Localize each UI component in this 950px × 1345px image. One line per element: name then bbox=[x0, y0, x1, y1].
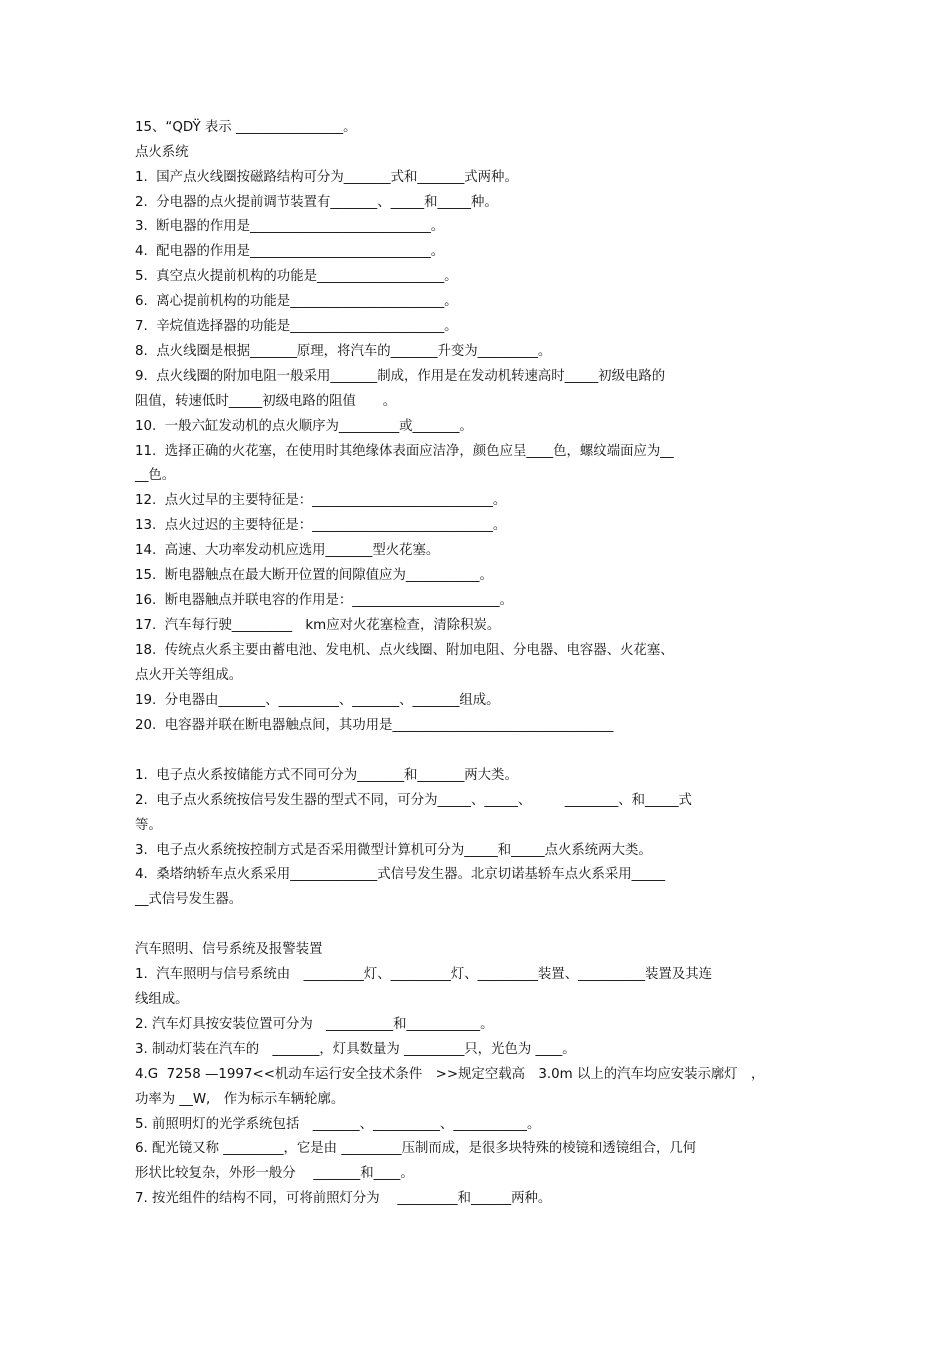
question-line: 15、“QDŸ 表示 ________________。 bbox=[135, 120, 357, 135]
question-line-continued: __色。 bbox=[135, 468, 176, 483]
question-line: 13. 点火过迟的主要特征是：___________________________。 bbox=[135, 518, 507, 533]
question-line: 3. 制动灯装在汽车的 _______，灯具数量为 _________只，光色为 ____。 bbox=[135, 1042, 576, 1057]
question-line: 8. 点火线圈是根据_______原理，将汽车的_______升变为_________。 bbox=[135, 344, 552, 359]
question-line-continued: __式信号发生器。 bbox=[135, 892, 243, 907]
question-line: 5. 真空点火提前机构的功能是___________________。 bbox=[135, 269, 458, 284]
question-line: 20. 电容器并联在断电器触点间，其功用是_________________________________ bbox=[135, 718, 614, 733]
question-line: 11. 选择正确的火花塞，在使用时其绝缘体表面应洁净，颜色应呈____色，螺纹端面应为__ bbox=[135, 444, 674, 459]
question-line: 2. 汽车灯具按安装位置可分为 __________和___________。 bbox=[135, 1017, 494, 1032]
question-line: 3. 电子点火系统按控制方式是否采用微型计算机可分为_____和_____点火系统两大类。 bbox=[135, 843, 652, 858]
question-line: 2. 电子点火系统按信号发生器的型式不同，可分为_____、_____、 ________、和_____式 bbox=[135, 793, 692, 808]
question-line-continued: 线组成。 bbox=[135, 992, 189, 1007]
section-heading: 汽车照明、信号系统及报警装置 bbox=[135, 942, 323, 957]
question-line: 16. 断电器触点并联电容的作用是：______________________。 bbox=[135, 593, 513, 608]
question-line-continued: 点火开关等组成。 bbox=[135, 668, 243, 683]
question-line-continued: 形状比较复杂，外形一般分 _______和____。 bbox=[135, 1166, 414, 1181]
question-line: 18. 传统点火系主要由蓄电池、发电机、点火线圈、附加电阻、分电器、电容器、火花塞、 bbox=[135, 643, 674, 658]
question-line: 12. 点火过早的主要特征是：___________________________。 bbox=[135, 493, 507, 508]
question-line: 4. 桑塔纳轿车点火系采用_____________式信号发生器。北京切诺基轿车点火系采用_____ bbox=[135, 867, 666, 882]
question-line: 6. 配光镜又称 _________，它是由 _________压制而成，是很多块特殊的棱镜和透镜组合，几何 bbox=[135, 1141, 697, 1156]
question-line: 19. 分电器由_______、_________、_______、_______组成。 bbox=[135, 693, 500, 708]
question-line: 6. 离心提前机构的功能是_______________________。 bbox=[135, 294, 458, 309]
question-line: 9. 点火线圈的附加电阻一般采用_______制成，作用是在发动机转速高时_____初级电路的 bbox=[135, 369, 666, 384]
question-line: 1. 国产点火线圈按磁路结构可分为_______式和_______式两种。 bbox=[135, 170, 518, 185]
question-line: 5. 前照明灯的光学系统包括 _______、__________、___________。 bbox=[135, 1117, 541, 1132]
question-line: 4.G 7258 —1997<<机动车运行安全技术条件 >>规定空载高 3.0m 以上的汽车均应安装示廓灯 ， bbox=[135, 1067, 765, 1082]
question-line-continued: 等。 bbox=[135, 818, 162, 833]
question-line: 1. 汽车照明与信号系统由 _________灯、_________灯、_________装置、__________装置及其连 bbox=[135, 967, 712, 982]
question-line: 7. 按光组件的结构不同，可将前照灯分为 _________和______两种。 bbox=[135, 1191, 552, 1206]
question-line-continued: 阻值，转速低时_____初级电路的阻值 。 bbox=[135, 394, 397, 409]
question-line: 14. 高速、大功率发动机应选用_______型火花塞。 bbox=[135, 543, 440, 558]
question-line: 3. 断电器的作用是___________________________。 bbox=[135, 219, 445, 234]
question-line: 1. 电子点火系按储能方式不同可分为_______和_______两大类。 bbox=[135, 768, 518, 783]
question-line: 7. 辛烷值选择器的功能是_______________________。 bbox=[135, 319, 458, 334]
question-line: 4. 配电器的作用是___________________________。 bbox=[135, 244, 445, 259]
section-heading: 点火系统 bbox=[135, 145, 189, 160]
question-line: 17. 汽车每行驶_________ km应对火花塞检查，清除积炭。 bbox=[135, 618, 501, 633]
question-line-continued: 功率为 __W, 作为标示车辆轮廓。 bbox=[135, 1092, 345, 1107]
question-line: 2. 分电器的点火提前调节装置有_______、_____和_____种。 bbox=[135, 195, 498, 210]
question-line: 15. 断电器触点在最大断开位置的间隙值应为___________。 bbox=[135, 568, 493, 583]
question-line: 10. 一般六缸发动机的点火顺序为_________或_______。 bbox=[135, 419, 473, 434]
